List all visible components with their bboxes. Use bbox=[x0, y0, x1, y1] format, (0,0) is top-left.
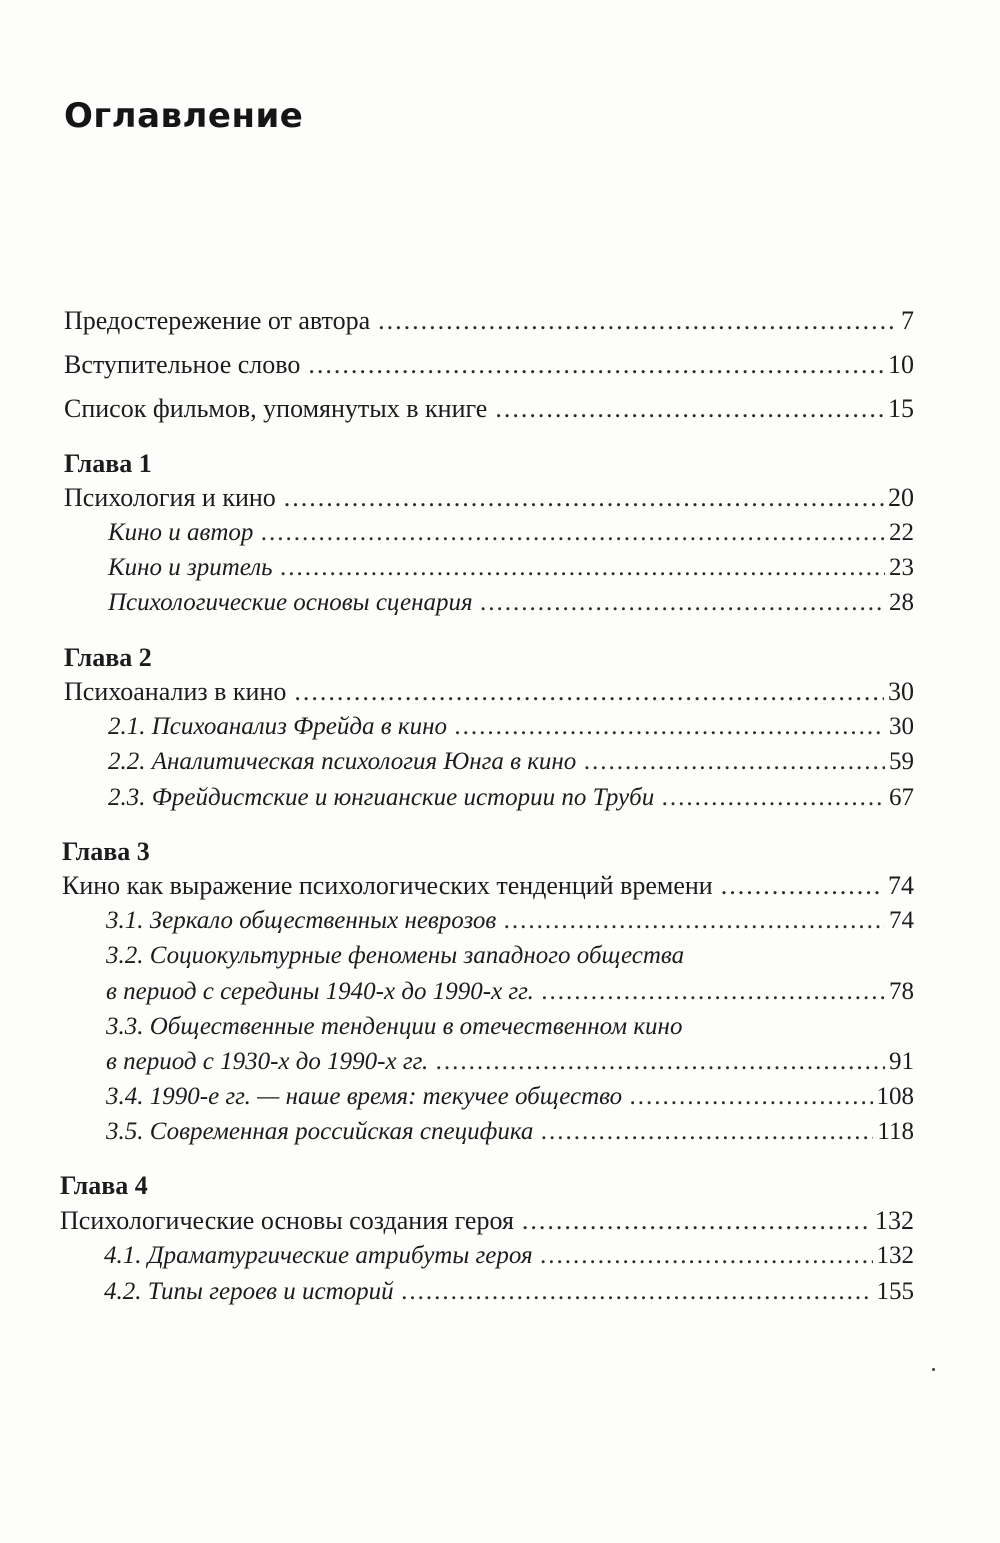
toc-entry-label: 2.1. Психоанализ Фрейда в кино bbox=[108, 713, 447, 740]
toc-entry-chapter-1[interactable] bbox=[64, 482, 914, 514]
toc-subentry[interactable] bbox=[108, 552, 914, 584]
toc-subentry[interactable] bbox=[108, 782, 914, 814]
toc-page-number: 155 bbox=[876, 1278, 914, 1305]
toc-entry-label: Психологические основы сценария bbox=[108, 589, 473, 616]
toc-entry-label: 4.2. Типы героев и историй bbox=[104, 1278, 394, 1305]
toc-page-number: 108 bbox=[876, 1083, 914, 1110]
toc-entry-author-warning[interactable] bbox=[64, 305, 914, 337]
toc-entry-label: в период с 1930-х до 1990-х гг. bbox=[106, 1048, 429, 1075]
toc-page-number: 78 bbox=[889, 978, 914, 1005]
toc-entry-label: Кино и зритель bbox=[108, 554, 273, 581]
toc-page-number: 30 bbox=[888, 677, 914, 706]
leader-dots bbox=[402, 1276, 873, 1308]
toc-entry-label: Психоанализ в кино bbox=[64, 677, 287, 706]
toc-page-number: 30 bbox=[889, 713, 914, 740]
toc-entry-label: Вступительное слово bbox=[64, 350, 301, 379]
toc-entry-label: Список фильмов, упомянутых в книге bbox=[64, 394, 488, 423]
toc-subentry[interactable] bbox=[104, 1276, 914, 1308]
chapter-heading: Глава 1 bbox=[64, 449, 152, 478]
leader-dots bbox=[481, 587, 885, 619]
toc-entry-label: 2.2. Аналитическая психология Юнга в кино bbox=[108, 748, 577, 775]
toc-entry-label: в период с середины 1940-х до 1990-х гг. bbox=[106, 978, 534, 1005]
leader-dots bbox=[630, 1081, 872, 1113]
toc-subentry[interactable] bbox=[106, 976, 914, 1008]
toc-subentry[interactable] bbox=[106, 905, 914, 937]
toc-page-number: 10 bbox=[888, 350, 914, 379]
toc-entry-label: 3.5. Современная российская специфика bbox=[106, 1118, 534, 1145]
toc-subentry[interactable] bbox=[108, 517, 914, 549]
leader-dots bbox=[436, 1046, 885, 1078]
toc-page-number: 28 bbox=[889, 589, 914, 616]
toc-subentry[interactable] bbox=[106, 1081, 914, 1113]
leader-dots bbox=[455, 711, 885, 743]
leader-dots bbox=[294, 676, 884, 708]
toc-entry-label: 2.3. Фрейдистские и юнгианские истории по Труби bbox=[108, 784, 655, 811]
leader-dots bbox=[541, 1116, 873, 1148]
toc-entry-label: Предостережение от автора bbox=[64, 306, 371, 335]
leader-dots bbox=[308, 349, 884, 381]
toc-entry-chapter-2[interactable] bbox=[64, 676, 914, 708]
toc-page-number: 23 bbox=[889, 554, 914, 581]
toc-page-number: 132 bbox=[875, 1206, 914, 1235]
toc-subentry-first-line: 3.2. Социокультурные феномены западного общества bbox=[106, 942, 685, 969]
toc-page-number: 20 bbox=[888, 483, 914, 512]
toc-page-number: 74 bbox=[889, 907, 914, 934]
toc-entry-film-list[interactable] bbox=[64, 393, 914, 425]
toc-subentry[interactable] bbox=[108, 746, 914, 778]
toc-page-number: 59 bbox=[889, 748, 914, 775]
leader-dots bbox=[541, 1240, 873, 1272]
leader-dots bbox=[542, 976, 885, 1008]
print-speck bbox=[932, 1368, 935, 1371]
leader-dots bbox=[522, 1205, 871, 1237]
toc-page-number: 15 bbox=[888, 394, 914, 423]
toc-page-number: 118 bbox=[877, 1118, 914, 1145]
chapter-heading: Глава 3 bbox=[62, 837, 150, 866]
leader-dots bbox=[261, 517, 885, 549]
toc-page-number: 91 bbox=[889, 1048, 914, 1075]
page-title: Оглавление bbox=[64, 96, 304, 136]
toc-entry-chapter-3[interactable] bbox=[62, 870, 914, 902]
chapter-heading: Глава 4 bbox=[60, 1171, 148, 1200]
leader-dots bbox=[504, 905, 885, 937]
toc-entry-label: Кино и автор bbox=[108, 519, 254, 546]
chapter-heading: Глава 2 bbox=[64, 643, 152, 672]
toc-page-number: 7 bbox=[901, 306, 914, 335]
toc-subentry-first-line: 3.3. Общественные тенденции в отечественном кино bbox=[106, 1013, 683, 1040]
toc-entry-introduction[interactable] bbox=[64, 349, 914, 381]
leader-dots bbox=[495, 393, 884, 425]
toc-entry-label: 4.1. Драматургические атрибуты героя bbox=[104, 1242, 533, 1269]
toc-subentry[interactable] bbox=[108, 711, 914, 743]
leader-dots bbox=[378, 305, 897, 337]
toc-entry-label: 3.1. Зеркало общественных неврозов bbox=[106, 907, 497, 934]
toc-page-number: 74 bbox=[888, 871, 914, 900]
toc-page-number: 22 bbox=[889, 519, 914, 546]
toc-page-number: 132 bbox=[876, 1242, 914, 1269]
leader-dots bbox=[284, 482, 884, 514]
toc-subentry[interactable] bbox=[108, 587, 914, 619]
toc-entry-label: Психология и кино bbox=[64, 483, 276, 512]
leader-dots bbox=[281, 552, 885, 584]
leader-dots bbox=[721, 870, 884, 902]
toc-entry-label: Кино как выражение психологических тенденций времени bbox=[62, 871, 713, 900]
toc-subentry[interactable] bbox=[104, 1240, 914, 1272]
toc-subentry[interactable] bbox=[106, 1116, 914, 1148]
toc-entry-chapter-4[interactable] bbox=[60, 1205, 914, 1237]
toc-subentry[interactable] bbox=[106, 1046, 914, 1078]
toc-entry-label: Психологические основы создания героя bbox=[60, 1206, 514, 1235]
toc-entry-label: 3.4. 1990-е гг. — наше время: текучее общество bbox=[106, 1083, 623, 1110]
leader-dots bbox=[584, 746, 885, 778]
toc-page-number: 67 bbox=[889, 784, 914, 811]
leader-dots bbox=[662, 782, 885, 814]
